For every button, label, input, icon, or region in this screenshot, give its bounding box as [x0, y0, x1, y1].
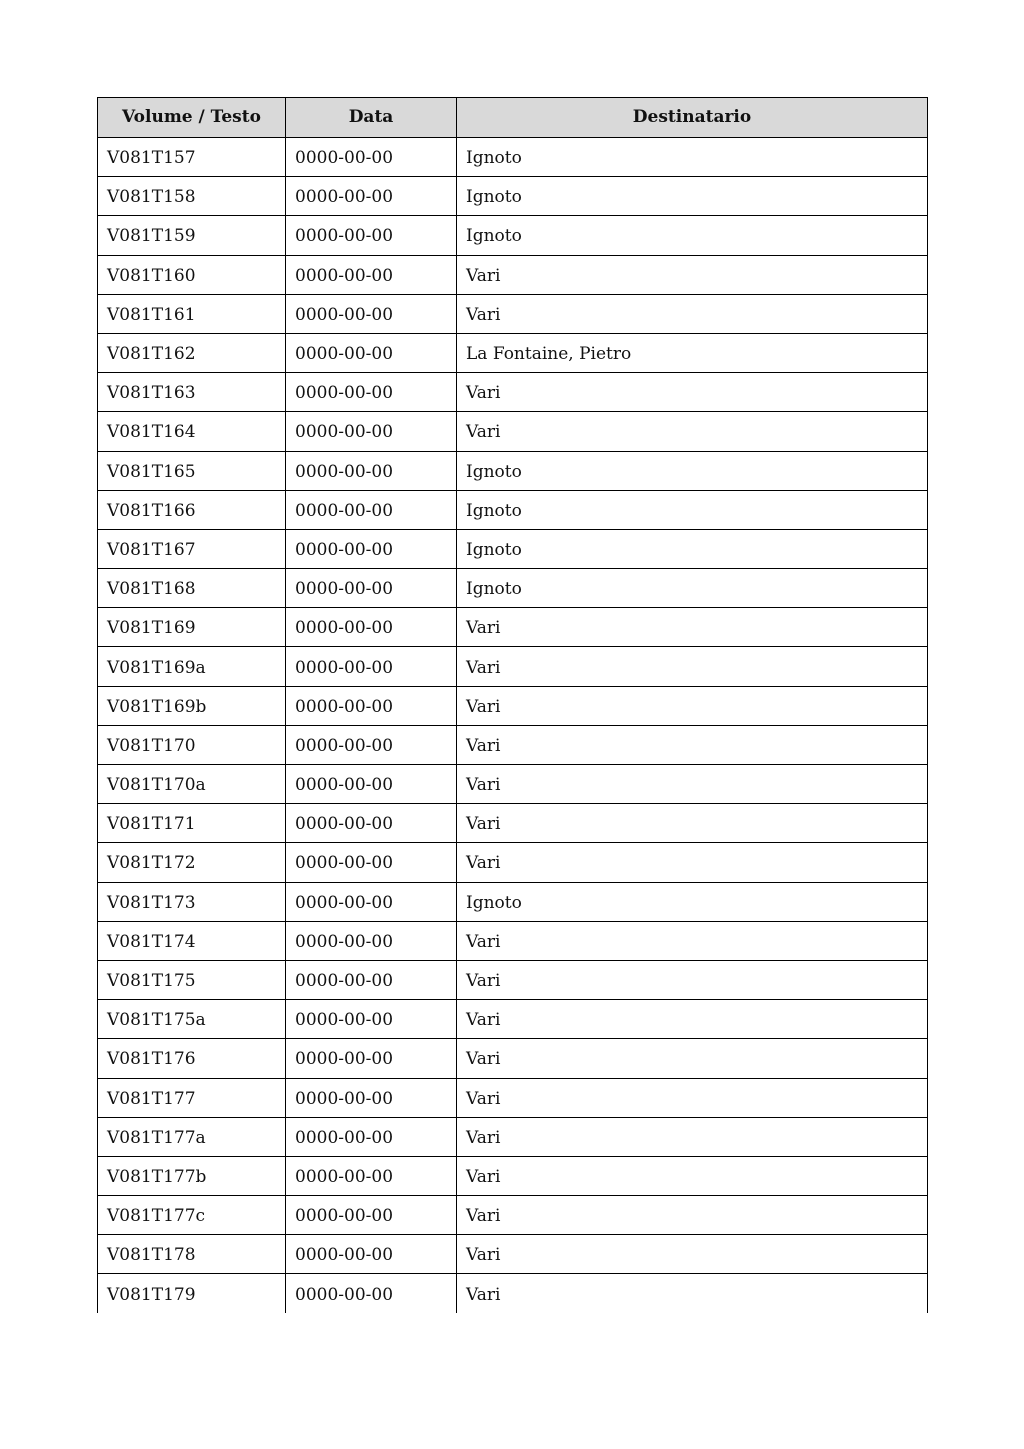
cell-destinatario: Vari [457, 686, 928, 725]
cell-destinatario: Vari [457, 412, 928, 451]
cell-destinatario: Vari [457, 1000, 928, 1039]
cell-destinatario: La Fontaine, Pietro [457, 333, 928, 372]
cell-destinatario: Vari [457, 1156, 928, 1195]
cell-volume-testo: V081T177a [98, 1117, 286, 1156]
table-row [98, 569, 928, 608]
cell-volume-testo: V081T171 [98, 804, 286, 843]
table-row [98, 1274, 928, 1313]
cell-data: 0000-00-00 [286, 1196, 457, 1235]
cell-data: 0000-00-00 [286, 412, 457, 451]
cell-data: 0000-00-00 [286, 608, 457, 647]
cell-destinatario: Vari [457, 1196, 928, 1235]
cell-destinatario: Vari [457, 725, 928, 764]
cell-data: 0000-00-00 [286, 490, 457, 529]
cell-volume-testo: V081T177 [98, 1078, 286, 1117]
cell-destinatario: Vari [457, 608, 928, 647]
table-row [98, 921, 928, 960]
cell-volume-testo: V081T161 [98, 294, 286, 333]
cell-data: 0000-00-00 [286, 255, 457, 294]
cell-volume-testo: V081T175 [98, 960, 286, 999]
cell-data: 0000-00-00 [286, 725, 457, 764]
cell-data: 0000-00-00 [286, 294, 457, 333]
cell-volume-testo: V081T160 [98, 255, 286, 294]
cell-data: 0000-00-00 [286, 1039, 457, 1078]
cell-data: 0000-00-00 [286, 373, 457, 412]
cell-data: 0000-00-00 [286, 451, 457, 490]
table-row [98, 843, 928, 882]
table-row [98, 255, 928, 294]
column-header-destinatario: Destinatario [457, 98, 928, 138]
cell-data: 0000-00-00 [286, 882, 457, 921]
cell-volume-testo: V081T170 [98, 725, 286, 764]
cell-volume-testo: V081T165 [98, 451, 286, 490]
cell-volume-testo: V081T166 [98, 490, 286, 529]
cell-destinatario: Vari [457, 255, 928, 294]
letters-table-container [97, 97, 927, 1313]
cell-volume-testo: V081T162 [98, 333, 286, 372]
cell-volume-testo: V081T167 [98, 529, 286, 568]
table-row [98, 882, 928, 921]
cell-destinatario: Vari [457, 1078, 928, 1117]
table-row [98, 647, 928, 686]
table-row [98, 490, 928, 529]
table-row [98, 960, 928, 999]
cell-destinatario: Ignoto [457, 490, 928, 529]
cell-data: 0000-00-00 [286, 843, 457, 882]
cell-volume-testo: V081T179 [98, 1274, 286, 1313]
table-row [98, 177, 928, 216]
table-row [98, 216, 928, 255]
cell-destinatario: Vari [457, 960, 928, 999]
cell-data: 0000-00-00 [286, 177, 457, 216]
header-row [98, 98, 928, 138]
cell-volume-testo: V081T177b [98, 1156, 286, 1195]
cell-volume-testo: V081T172 [98, 843, 286, 882]
cell-destinatario: Ignoto [457, 216, 928, 255]
table-row [98, 451, 928, 490]
cell-destinatario: Vari [457, 1235, 928, 1274]
cell-volume-testo: V081T168 [98, 569, 286, 608]
table-row [98, 1078, 928, 1117]
cell-data: 0000-00-00 [286, 1274, 457, 1313]
cell-destinatario: Vari [457, 765, 928, 804]
table-row [98, 686, 928, 725]
cell-volume-testo: V081T175a [98, 1000, 286, 1039]
cell-volume-testo: V081T157 [98, 138, 286, 177]
cell-volume-testo: V081T169 [98, 608, 286, 647]
cell-volume-testo: V081T159 [98, 216, 286, 255]
cell-volume-testo: V081T163 [98, 373, 286, 412]
cell-data: 0000-00-00 [286, 1117, 457, 1156]
cell-destinatario: Vari [457, 843, 928, 882]
cell-destinatario: Ignoto [457, 451, 928, 490]
cell-volume-testo: V081T169a [98, 647, 286, 686]
table-row [98, 1235, 928, 1274]
cell-destinatario: Vari [457, 1274, 928, 1313]
cell-data: 0000-00-00 [286, 333, 457, 372]
cell-destinatario: Ignoto [457, 138, 928, 177]
cell-data: 0000-00-00 [286, 216, 457, 255]
cell-data: 0000-00-00 [286, 1000, 457, 1039]
cell-data: 0000-00-00 [286, 804, 457, 843]
table-row [98, 725, 928, 764]
cell-destinatario: Vari [457, 921, 928, 960]
cell-destinatario: Vari [457, 804, 928, 843]
cell-destinatario: Ignoto [457, 569, 928, 608]
cell-volume-testo: V081T177c [98, 1196, 286, 1235]
table-body [98, 138, 928, 1314]
table-row [98, 1156, 928, 1195]
cell-data: 0000-00-00 [286, 647, 457, 686]
cell-volume-testo: V081T178 [98, 1235, 286, 1274]
table-row [98, 333, 928, 372]
cell-data: 0000-00-00 [286, 686, 457, 725]
cell-data: 0000-00-00 [286, 960, 457, 999]
cell-volume-testo: V081T174 [98, 921, 286, 960]
table-row [98, 765, 928, 804]
table-row [98, 294, 928, 333]
cell-destinatario: Vari [457, 1039, 928, 1078]
cell-data: 0000-00-00 [286, 1078, 457, 1117]
cell-destinatario: Vari [457, 373, 928, 412]
letters-table [97, 97, 928, 1313]
cell-volume-testo: V081T173 [98, 882, 286, 921]
cell-data: 0000-00-00 [286, 138, 457, 177]
cell-volume-testo: V081T164 [98, 412, 286, 451]
cell-destinatario: Vari [457, 1117, 928, 1156]
column-header-volume-testo: Volume / Testo [98, 98, 286, 138]
table-row [98, 1000, 928, 1039]
table-row [98, 412, 928, 451]
table-row [98, 1196, 928, 1235]
table-header [98, 98, 928, 138]
cell-destinatario: Vari [457, 294, 928, 333]
table-row [98, 529, 928, 568]
table-row [98, 1117, 928, 1156]
cell-volume-testo: V081T158 [98, 177, 286, 216]
table-row [98, 1039, 928, 1078]
cell-volume-testo: V081T169b [98, 686, 286, 725]
cell-data: 0000-00-00 [286, 921, 457, 960]
table-row [98, 608, 928, 647]
cell-data: 0000-00-00 [286, 1235, 457, 1274]
cell-volume-testo: V081T170a [98, 765, 286, 804]
cell-data: 0000-00-00 [286, 765, 457, 804]
table-row [98, 138, 928, 177]
cell-data: 0000-00-00 [286, 529, 457, 568]
table-row [98, 804, 928, 843]
cell-destinatario: Ignoto [457, 882, 928, 921]
cell-destinatario: Ignoto [457, 529, 928, 568]
cell-data: 0000-00-00 [286, 1156, 457, 1195]
cell-data: 0000-00-00 [286, 569, 457, 608]
cell-volume-testo: V081T176 [98, 1039, 286, 1078]
table-row [98, 373, 928, 412]
cell-destinatario: Ignoto [457, 177, 928, 216]
cell-destinatario: Vari [457, 647, 928, 686]
column-header-data: Data [286, 98, 457, 138]
